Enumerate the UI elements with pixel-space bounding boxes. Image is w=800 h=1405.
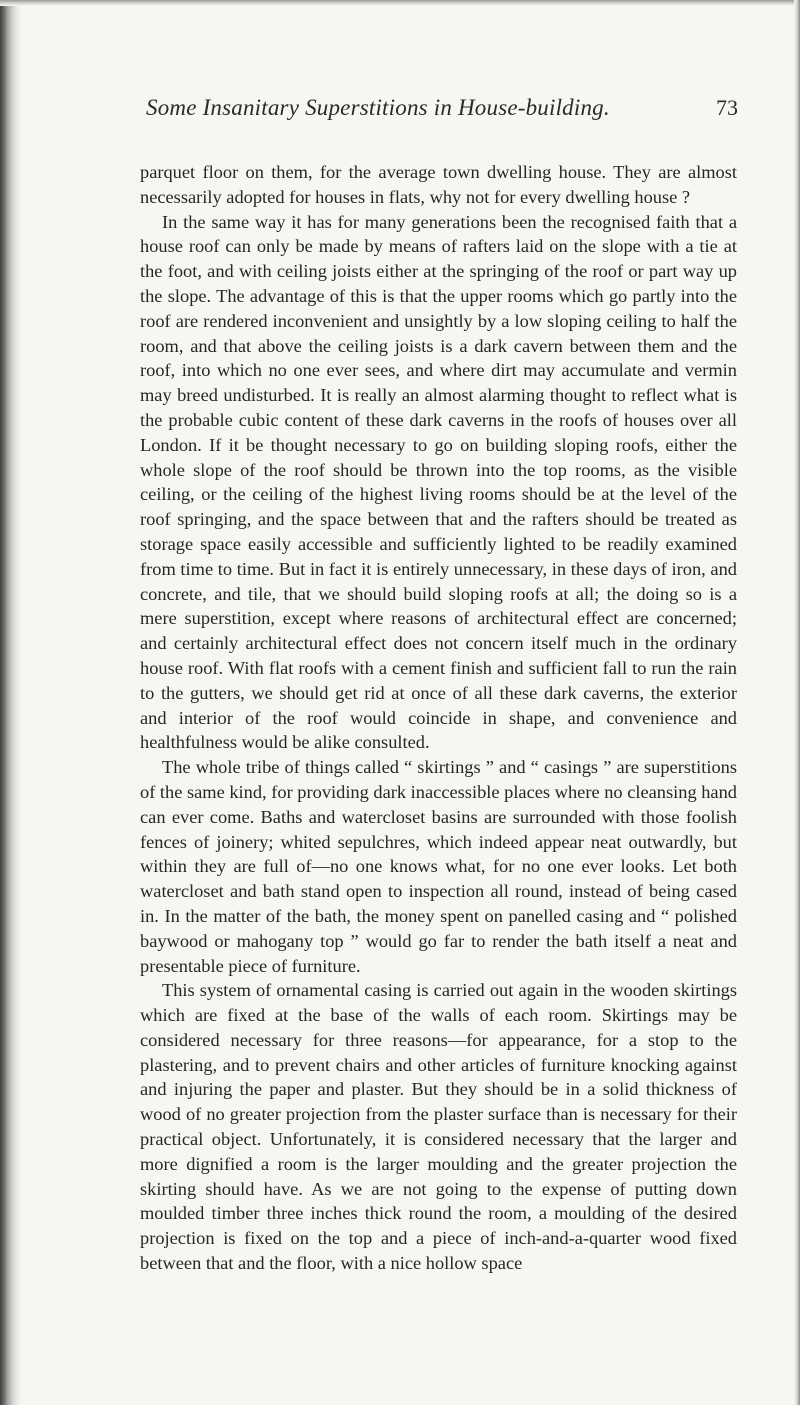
- paragraph-roofs: In the same way it has for many generations been the recognised faith that a house roof can only be made by means of rafters laid on the slope with a tie at the foot, and with ceiling joists either at the springing of the roof or part way up the slope. The advantage of this is that the upper rooms which go partly into the roof are rendered inconvenient and unsightly by a low sloping ceiling to half the room, and that above the ceiling joists is a dark cavern between them and the roof, into which no one ever sees, and where dirt may accumulate and vermin may breed undisturbed. It is really an almost alarming thought to reflect what is the probable cubic content of these dark caverns in the roofs of houses over all London. If it be thought necessary to go on building sloping roofs, either the whole slope of the roof should be thrown into the top rooms, as the visible ceiling, or the ceiling of the highest living rooms should be at the level of the roof springing, and the space between that and the rafters should be treated as storage space easily accessible and sufficiently lighted to be readily examined from time to time. But in fact it is entirely unnecessary, in these days of iron, and concrete, and tile, that we should build sloping roofs at all; the doing so is a mere superstition, except where reasons of architectural effect are concerned; and certainly architectural effect does not concern itself much in the ordinary house roof. With flat roofs with a cement finish and sufficient fall to run the rain to the gutters, we should get rid at once of all these dark caverns, the exterior and interior of the roof would coincide in shape, and convenience and healthfulness would be alike consulted.: [140, 211, 737, 753]
- running-head-title: Some Insanitary Superstitions in House-building.: [146, 95, 610, 120]
- page-binding-shadow: [0, 0, 22, 1405]
- running-head: [146, 95, 738, 125]
- page-number: 73: [716, 95, 738, 120]
- page-top-edge: [0, 0, 800, 6]
- paragraph-continued: parquet floor on them, for the average town dwelling house. They are almost necessarily adopted for houses in flats, why not for every dwelling house ?: [140, 162, 737, 207]
- paragraph-ornamental-casing: This system of ornamental casing is carried out again in the wooden skirtings which are fixed at the base of the walls of each room. Skirtings may be considered necessary for three reasons—for appearance, for a stop to the plastering, and to prevent chairs and other articles of furniture knocking against and injuring the paper and plaster. But they should be in a solid thickness of wood of no greater projection from the plaster surface than is necessary for their practical object. Unfortunately, it is considered necessary that the larger and more dignified a room is the larger moulding and the greater projection the skirting should have. As we are not going to the expense of putting down moulded timber three inches thick round the room, a moulding of the desired projection is fixed on the top and a piece of inch-and-a-quarter wood fixed between that and the floor, with a nice hollow space: [140, 980, 737, 1274]
- page-right-edge: [794, 0, 800, 1405]
- paragraph-skirtings-casings: The whole tribe of things called “ skirtings ” and “ casings ” are superstitions of the same kind, for providing dark inaccessible places where no cleansing hand can ever come. Baths and watercloset basins are surrounded with those foolish fences of joinery; whited sepulchres, which indeed appear neat outwardly, but within they are full of—no one knows what, for no one ever looks. Let both watercloset and bath stand open to inspection all round, instead of being cased in. In the matter of the bath, the money spent on panelled casing and “ polished baywood or mahogany top ” would go far to render the bath itself a neat and presentable piece of furniture.: [140, 757, 737, 976]
- body-text: [140, 160, 737, 1276]
